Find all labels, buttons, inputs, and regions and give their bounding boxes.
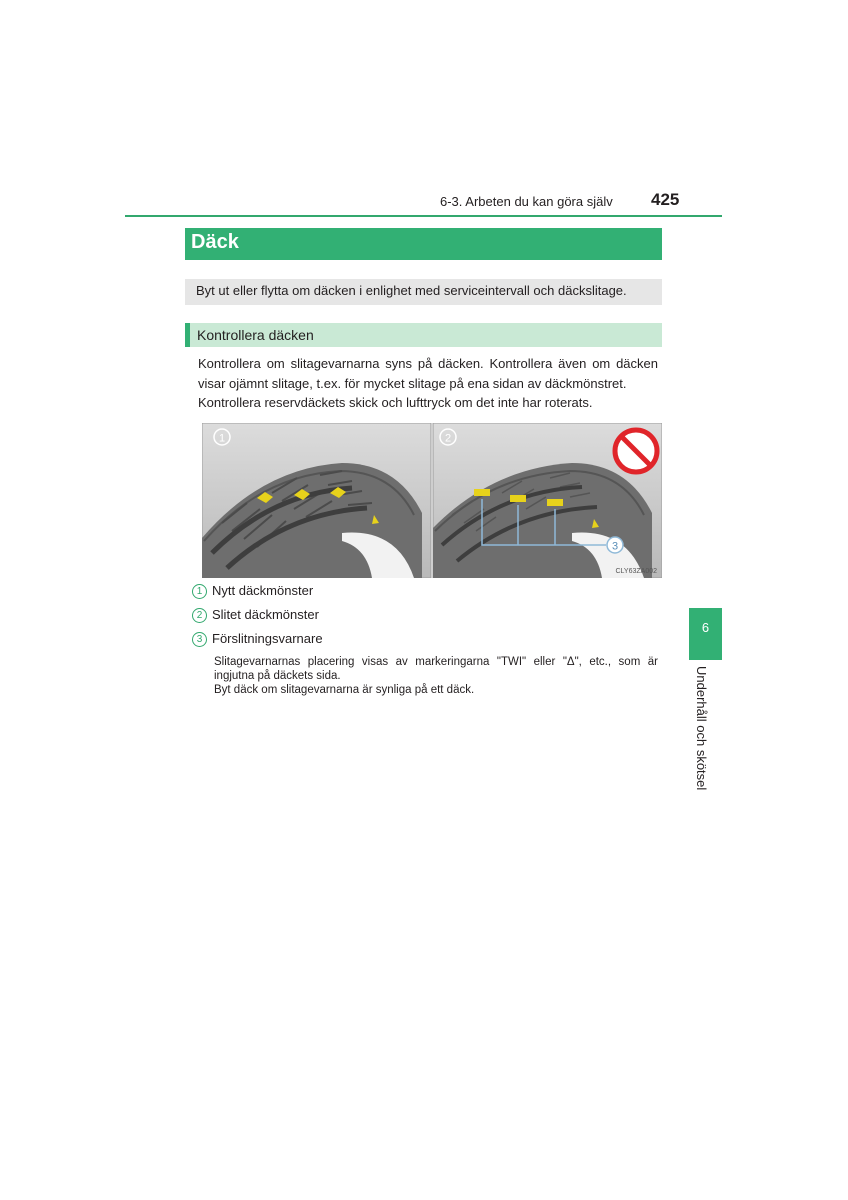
svg-text:1: 1	[218, 432, 226, 445]
prohibition-icon	[615, 430, 657, 472]
page-title: Däck	[191, 231, 239, 253]
legend-number: 3	[192, 632, 207, 647]
note-paragraph: Slitagevarnarnas placering visas av markeringarna "TWI" eller "Δ", etc., som är ingjutna på däckets sida.	[214, 656, 658, 682]
subsection-title: Kontrollera däcken	[197, 327, 314, 343]
chapter-tab	[689, 608, 722, 660]
subsection-accent	[185, 323, 190, 347]
legend-number: 2	[192, 608, 207, 623]
note-text	[214, 655, 658, 697]
summary-box	[185, 279, 662, 305]
title-bar	[185, 228, 662, 260]
paragraph: Kontrollera reservdäckets skick och lufttryck om det inte har roterats.	[198, 395, 593, 410]
tire-illustration	[202, 423, 662, 578]
legend-label: Förslitningsvarnare	[212, 631, 323, 646]
header-rule	[125, 215, 722, 217]
legend-label: Slitet däckmönster	[212, 607, 319, 622]
legend-item	[192, 631, 323, 647]
chapter-number: 6	[701, 620, 710, 635]
svg-text:3: 3	[611, 540, 619, 553]
svg-text:2: 2	[444, 432, 452, 445]
tire-figure-svg	[202, 423, 662, 578]
page-number: 425	[651, 190, 680, 209]
subsection-heading	[185, 323, 662, 347]
section-header: 6-3. Arbeten du kan göra själv	[440, 194, 613, 209]
note-paragraph: Byt däck om slitagevarnarna är synliga på ett däck.	[214, 684, 475, 696]
paragraph: Kontrollera om slitagevarnarna syns på däcken. Kontrollera även om däcken visar ojämnt slitage, t.ex. för mycket slitage på ena sidan av däckmönstret.	[198, 356, 658, 391]
legend-item	[192, 607, 319, 623]
body-text	[198, 354, 658, 413]
legend-number: 1	[192, 584, 207, 599]
legend-item	[192, 583, 313, 599]
summary-text: Byt ut eller flytta om däcken i enlighet med serviceintervall och däckslitage.	[196, 283, 627, 298]
figure-code: CLY63ZA002	[615, 568, 657, 575]
legend-label: Nytt däckmönster	[212, 583, 314, 598]
chapter-label: Underhåll och skötsel	[694, 666, 709, 791]
